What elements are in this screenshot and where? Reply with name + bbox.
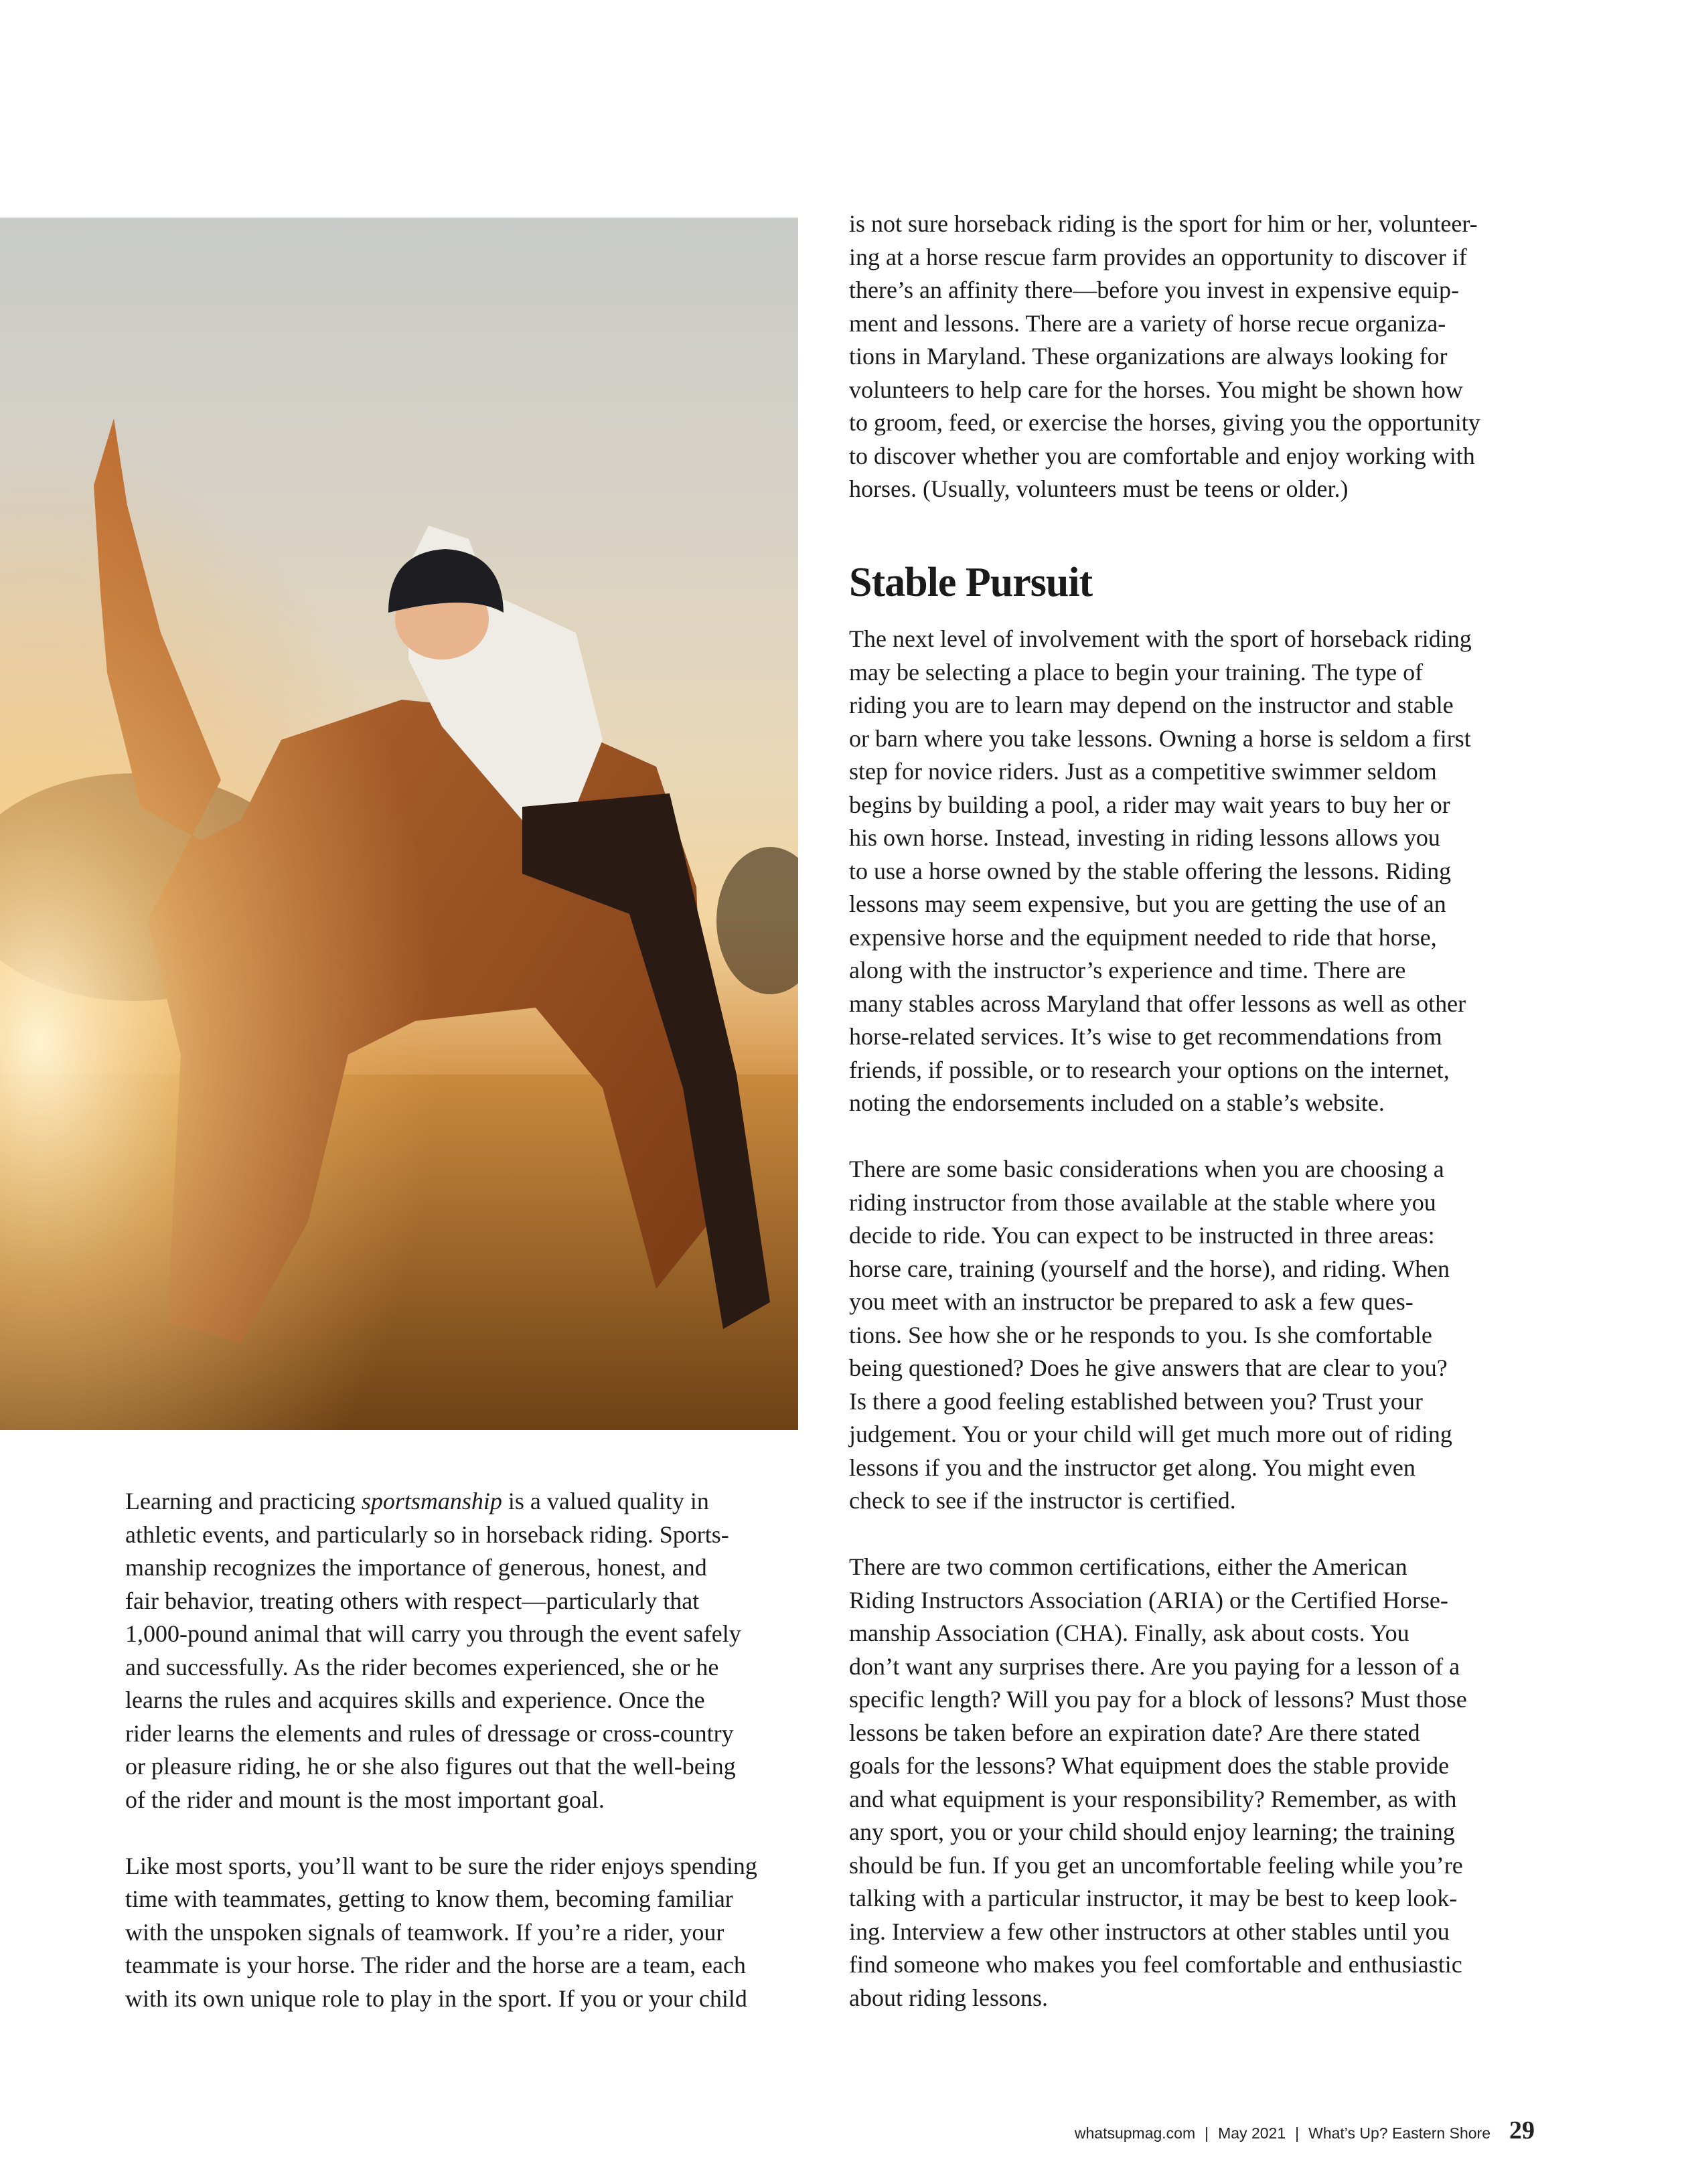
text-line: tions. See how she or he responds to you. Is she comfortable [849, 1321, 1432, 1348]
page-number: 29 [1509, 2116, 1535, 2144]
text-line: learns the rules and acquires skills and experience. Once the [125, 1687, 705, 1713]
text-line: Is there a good feeling established between you? Trust your [849, 1387, 1423, 1415]
text-line: horse-related services. It’s wise to get recommendations from [849, 1023, 1442, 1050]
section-heading: Stable Pursuit [849, 560, 1093, 605]
text-line: judgement. You or your child will get much more out of riding [849, 1421, 1452, 1448]
photo-illustration [0, 218, 798, 1430]
text-line: friends, if possible, or to research your options on the internet, [849, 1056, 1450, 1083]
text-line: ing. Interview a few other instructors at other stables until you [849, 1918, 1450, 1945]
text-line: horses. (Usually, volunteers must be teens or older.) [849, 475, 1349, 502]
text-line: check to see if the instructor is certified. [849, 1487, 1236, 1514]
text-line: tions in Maryland. These organizations are always looking for [849, 343, 1448, 370]
text-line: you meet with an instructor be prepared to ask a few ques- [849, 1288, 1413, 1315]
text-line: ing at a horse rescue farm provides an opportunity to discover if [849, 243, 1467, 270]
footer-site: whatsupmag.com [1074, 2124, 1196, 2142]
text-line: lessons be taken before an expiration date? Are there stated [849, 1719, 1420, 1746]
sunlight-glow [0, 218, 798, 1430]
left-column-body [125, 1485, 757, 2015]
text-line: horse care, training (yourself and the horse), and riding. When [849, 1255, 1450, 1282]
text-line: noting the endorsements included on a stable’s website. [849, 1089, 1385, 1116]
text-line [125, 1485, 757, 1518]
footer-separator: | [1205, 2124, 1209, 2142]
text-line: any sport, you or your child should enjoy learning; the training [849, 1818, 1455, 1845]
text-line: manship recognizes the importance of generous, honest, and [125, 1554, 707, 1581]
text-line: or barn where you take lessons. Owning a horse is seldom a first [849, 724, 1471, 752]
paragraph-gap [849, 1120, 1472, 1154]
text-line: 1,000-pound animal that will carry you through the event safely [125, 1620, 741, 1647]
text-line: lessons if you and the instructor get along. You might even [849, 1454, 1416, 1481]
text-line: to groom, feed, or exercise the horses, giving you the opportunity [849, 409, 1480, 436]
footer-separator: | [1295, 2124, 1300, 2142]
text-line: to use a horse owned by the stable offering the lessons. Riding [849, 857, 1452, 884]
text-line: athletic events, and particularly so in horseback riding. Sports- [125, 1520, 729, 1548]
text-line: step for novice riders. Just as a competitive swimmer seldom [849, 758, 1437, 785]
right-column-intro [849, 208, 1480, 506]
text-line: teammate is your horse. The rider and the horse are a team, each [125, 1952, 746, 1978]
text-line: his own horse. Instead, investing in riding lessons allows you [849, 824, 1440, 851]
text-line: being questioned? Does he give answers that are clear to you? [849, 1354, 1448, 1381]
text-line: there’s an affinity there—before you invest in expensive equip- [849, 277, 1460, 303]
text-line: Riding Instructors Association (ARIA) or the Certified Horse- [849, 1586, 1448, 1614]
text-line: The next level of involvement with the sport of horseback riding [849, 625, 1472, 652]
text-line: Like most sports, you’ll want to be sure the rider enjoys spending [125, 1852, 757, 1879]
page-footer [1075, 2116, 1535, 2145]
text-line: rider learns the elements and rules of dressage or cross-country [125, 1719, 734, 1747]
text-line: fair behavior, treating others with respect—particularly that [125, 1587, 700, 1614]
text-line: riding instructor from those available at the stable where you [849, 1188, 1436, 1216]
text-line: don’t want any surprises there. Are you paying for a lesson of a [849, 1652, 1460, 1680]
text-line: find someone who makes you feel comfortable and enthusiastic [849, 1951, 1462, 1978]
text-line: riding you are to learn may depend on the instructor and stable [849, 692, 1454, 718]
text-line: talking with a particular instructor, it may be best to keep look- [849, 1885, 1458, 1912]
text-line: many stables across Maryland that offer lessons as well as other [849, 990, 1466, 1017]
horse-rider-photo [0, 218, 798, 1430]
text-line: begins by building a pool, a rider may wait years to buy her or [849, 791, 1450, 818]
text-line: There are some basic considerations when you are choosing a [849, 1156, 1444, 1182]
text-line: specific length? Will you pay for a block of lessons? Must those [849, 1686, 1467, 1713]
text-line: and what equipment is your responsibility? Remember, as with [849, 1785, 1457, 1812]
footer-publication: What’s Up? Eastern Shore [1308, 2124, 1490, 2142]
text-line: is not sure horseback riding is the sport for him or her, volunteer- [849, 210, 1478, 237]
text-line: along with the instructor’s experience and time. There are [849, 957, 1406, 984]
paragraph-gap [125, 1816, 757, 1850]
paragraph-gap [849, 1518, 1472, 1551]
text-line: and successfully. As the rider becomes experienced, she or he [125, 1653, 719, 1681]
text-fragment: Learning and practicing [125, 1488, 362, 1514]
right-column-body [849, 623, 1472, 2015]
text-line: goals for the lessons? What equipment does the stable provide [849, 1752, 1450, 1779]
text-line: volunteers to help care for the horses. You might be shown how [849, 376, 1463, 403]
text-line: with the unspoken signals of teamwork. If you’re a rider, your [125, 1918, 724, 1946]
text-line: manship Association (CHA). Finally, ask about costs. You [849, 1620, 1409, 1646]
text-line: should be fun. If you get an uncomfortable feeling while you’re [849, 1851, 1463, 1879]
text-fragment: is a valued quality in [502, 1488, 709, 1514]
text-line: time with teammates, getting to know them, becoming familiar [125, 1885, 733, 1912]
text-line: There are two common certifications, either the American [849, 1553, 1407, 1580]
text-line: of the rider and mount is the most important goal. [125, 1786, 605, 1813]
text-line: ment and lessons. There are a variety of horse recue organiza- [849, 309, 1446, 337]
text-line: with its own unique role to play in the sport. If you or your child [125, 1984, 747, 2012]
text-line: may be selecting a place to begin your training. The type of [849, 658, 1424, 686]
text-line: about riding lessons. [849, 1984, 1048, 2011]
text-line: expensive horse and the equipment needed to ride that horse, [849, 923, 1437, 951]
footer-date: May 2021 [1218, 2124, 1286, 2142]
text-line: or pleasure riding, he or she also figures out that the well-being [125, 1753, 736, 1780]
text-line: lessons may seem expensive, but you are getting the use of an [849, 890, 1446, 917]
text-line: decide to ride. You can expect to be instructed in three areas: [849, 1222, 1435, 1249]
italic-term: sportsmanship [361, 1488, 502, 1514]
text-line: to discover whether you are comfortable and enjoy working with [849, 442, 1475, 469]
